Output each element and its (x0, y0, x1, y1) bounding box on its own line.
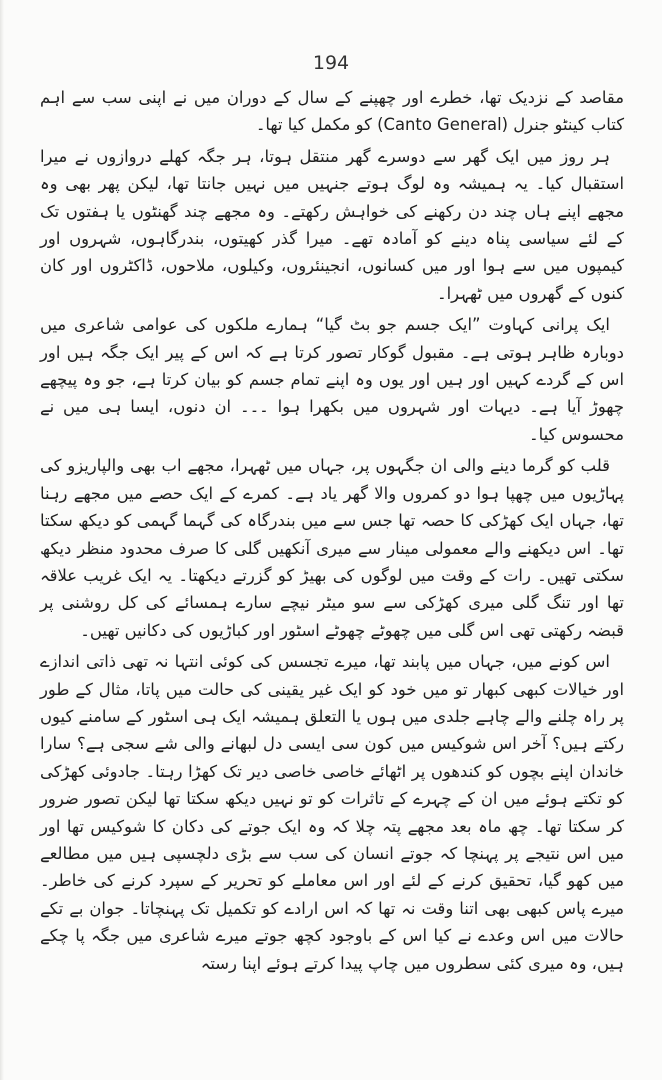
urdu-text-body (40, 84, 624, 981)
paragraph-5: اس کونے میں، جہاں میں پابند تھا، میرے تجسس کی کوئی انتہا نہ تھی ذاتی اندازے اور خیالات کبھی کبھار تو میں خود کو ایک غیر یقینی کی حالت میں پاتا، مثال کے طور پر راہ چلنے والے چاہے جلدی میں ہوں یا التعلق ہمیشہ ایک ہی اسٹور کے سامنے کیوں رکتے ہیں؟ آخر اس شوکیس میں کون سی ایسی دل لبھانے والی شے سجی ہے؟ سارا خاندان اپنے بچوں کو کندھوں پر اٹھائے خاصی خاصی دیر تک کھڑا رہتا۔ جادوئی کھڑکی کو تکتے ہوئے میں ان کے چہرے کے تاثرات کو تو نہیں دیکھ سکتا تھا لیکن تصور ضرور کر سکتا تھا۔ چھ ماہ بعد مجھے پتہ چلا کہ وہ ایک جوتے کی دکان کا شوکیس تھا اور میں اس نتیجے پر پہنچا کہ جوتے انسان کی سب سے بڑی دلچسپی ہیں میں مطالعے میں کھو گیا، تحقیق کرنے کے لئے اور اس معاملے کو تحریر کے سپرد کرنے کی خاطر۔ میرے پاس کبھی بھی اتنا وقت نہ تھا کہ اس ارادے کو تکمیل تک پہنچاتا۔ جوان بے تکے حالات میں اس وعدے نے کیا اس کے باوجود کچھ جوتے میرے شاعری میں جگہ پا چکے ہیں، وہ میری کئی سطروں میں چاپ پیدا کرتے ہوئے اپنا رستہ (40, 652, 624, 973)
page-number: 194 (312, 52, 350, 74)
paragraph-1: مقاصد کے نزدیک تھا، خطرے اور چھپنے کے سال کے دوران میں نے اپنی سب سے اہم کتاب کینٹو جنرل (Canto General) کو مکمل کیا تھا۔ (40, 88, 624, 135)
paragraph-2: ہر روز میں ایک گھر سے دوسرے گھر منتقل ہوتا، ہر جگہ کھلے دروازوں نے میرا استقبال کیا۔ یہ ہمیشہ وہ لوگ ہوتے جنہیں میں نہیں جانتا تھا، لیکن پھر بھی وہ مجھے اپنے ہاں چند دن رکھنے کی خواہش رکھتے۔ وہ مجھے چند گھنٹوں یا ہفتوں تک کے لئے سیاسی پناہ دینے کو آمادہ تھے۔ میرا گذر کھیتوں، بندرگاہوں، شہروں اور کیمپوں میں سے ہوا اور میں کسانوں، انجینئروں، وکیلوں، ملاحوں، ڈاکٹروں اور کان کنوں کے گھروں میں ٹھہرا۔ (40, 146, 624, 303)
paragraph-3: ایک پرانی کہاوت ”ایک جسم جو بٹ گیا“ ہمارے ملکوں کی عوامی شاعری میں دوبارہ ظاہر ہوتی ہے۔ مقبول گوکار تصور کرتا ہے کہ اس کے پیر ایک جگہ ہیں اور اس کے گردے کہیں اور ہیں اور یوں وہ اپنے تمام جسم کو بیان کرتا ہے، جو وہ پیچھے چھوڑ آیا ہے۔ دیہات اور شہروں میں بکھرا ہوا ۔۔۔ ان دنوں، ایسا ہی میں نے محسوس کیا۔ (40, 315, 624, 444)
paragraph-4: قلب کو گرما دینے والی ان جگہوں پر، جہاں میں ٹھہرا، مجھے اب بھی والپاریزو کی پہاڑیوں میں چھپا ہوا دو کمروں والا گھر یاد ہے۔ کمرے کے ایک حصے میں مجھے رہنا تھا، جہاں ایک کھڑکی کا حصہ تھا جس سے میں بندرگاہ کی گہما گہمی کو دیکھ سکتا تھا۔ اس دیکھنے والے معمولی مینار سے میری آنکھیں گلی کا صرف محدود منظر دیکھ سکتی تھیں۔ رات کے وقت میں لوگوں کی بھیڑ کو گزرتے دیکھتا۔ یہ ایک غریب علاقہ تھا اور تنگ گلی میری کھڑکی سے سو میٹر نیچے سارے ہمسائے کی کل روشنی پر قبضہ رکھتی تھی اس گلی میں چھوٹے چھوٹے اسٹور اور کباڑیوں کی دکانیں تھیں۔ (40, 456, 624, 640)
scan-edge-shadow (0, 0, 4, 1080)
